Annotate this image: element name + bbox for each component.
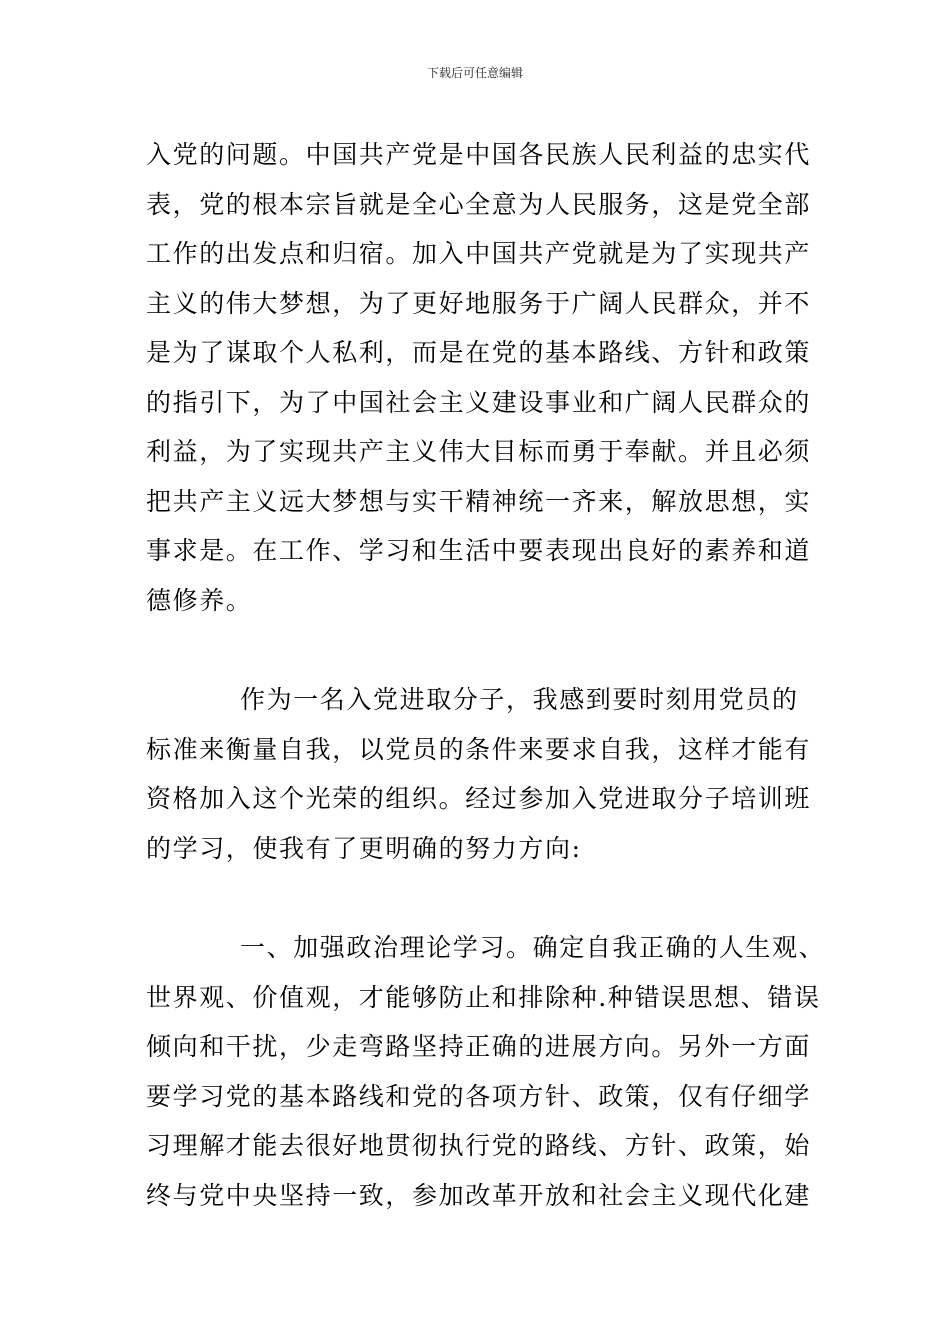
text-line: 入党的问题。中国共产党是中国各民族人民利益的忠实代 bbox=[146, 140, 812, 169]
text-line: 工作的出发点和归宿。加入中国共产党就是为了实现共产 bbox=[146, 239, 812, 268]
text-line: 把共产主义远大梦想与实干精神统一齐来，解放思想，实 bbox=[146, 486, 812, 516]
text-line: 一、加强政治理论学习。确定自我正确的人生观、 bbox=[240, 933, 826, 962]
text-line: 利益，为了实现共产主义伟大目标而勇于奉献。并且必须 bbox=[146, 437, 812, 466]
text-line: 表，党的根本宗旨就是全心全意为人民服务，这是党全部 bbox=[146, 189, 812, 219]
text-line: 习理解才能去很好地贯彻执行党的路线、方针、政策，始 bbox=[146, 1131, 812, 1160]
text-line: 主义的伟大梦想，为了更好地服务于广阔人民群众，并不 bbox=[146, 288, 812, 318]
paragraph-3 bbox=[146, 923, 826, 1220]
paragraph-spacer bbox=[146, 625, 814, 675]
paragraph-1 bbox=[146, 130, 814, 625]
paragraph-2 bbox=[146, 675, 814, 873]
text-line: 事求是。在工作、学习和生活中要表现出良好的素养和道 bbox=[146, 536, 812, 565]
text-line: 的学习，使我有了更明确的努力方向: bbox=[146, 833, 582, 863]
text-line: 世界观、价值观，才能够防止和排除种.种错误思想、错误 bbox=[146, 982, 821, 1012]
text-line: 倾向和干扰，少走弯路坚持正确的进展方向。另外一方面 bbox=[146, 1032, 812, 1061]
text-line: 标准来衡量自我，以党员的条件来要求自我，这样才能有 bbox=[146, 734, 812, 764]
document-body bbox=[146, 130, 826, 1220]
paragraph-spacer bbox=[146, 873, 814, 923]
text-line: 是为了谋取个人私利，而是在党的基本路线、方针和政策 bbox=[146, 338, 812, 367]
text-line: 的指引下，为了中国社会主义建设事业和广阔人民群众的 bbox=[146, 387, 812, 417]
text-line: 资格加入这个光荣的组织。经过参加入党进取分子培训班 bbox=[146, 784, 812, 813]
text-line: 作为一名入党进取分子，我感到要时刻用党员的 bbox=[240, 685, 799, 714]
page-header: 下载后可任意编辑 bbox=[426, 66, 523, 80]
text-line: 要学习党的基本路线和党的各项方针、政策，仅有仔细学 bbox=[146, 1081, 812, 1111]
text-line: 德修养。 bbox=[146, 585, 253, 615]
text-line: 终与党中央坚持一致，参加改革开放和社会主义现代化建 bbox=[146, 1180, 812, 1210]
